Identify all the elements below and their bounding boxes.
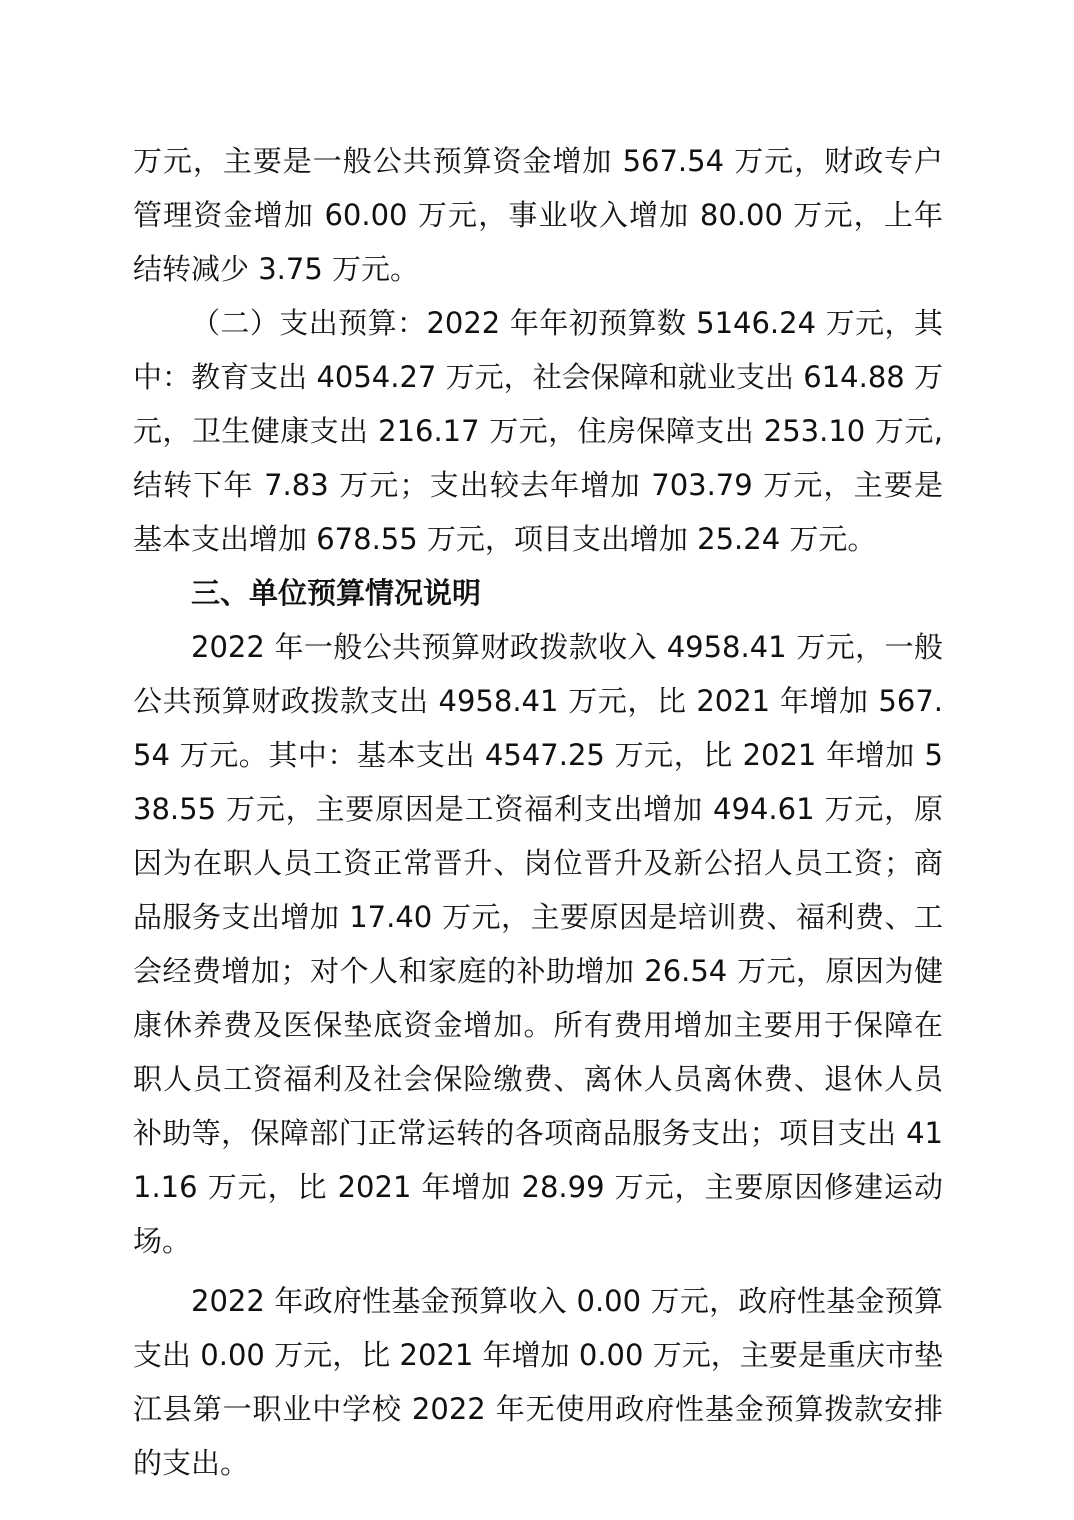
paragraph-general-public-budget: 2022 年一般公共预算财政拨款收入 4958.41 万元，一般公共预算财政拨款支出 4958.41 万元，比 2021 年增加 567.54 万元。其中：基本支出 4547.25 万元，比 2021 年增加 538.55 万元，主要原因是工资福利支出增加 494.61 万元，原因为在职人员工资正常晋升、岗位晋升及新公招人员工资；商品服务支出增加 17.40 万元，主要原因是培训费、福利费、工会经费增加；对个人和家庭的补助增加 26.54 万元，原因为健康休养费及医保垫底资金增加。所有费用增加主要用于保障在职人员工资福利及社会保险缴费、离休人员离休费、退休人员补助等，保障部门正常运转的各项商品服务支出；项目支出 411.16 万元，比 2021 年增加 28.99 万元，主要原因修建运动场。 bbox=[133, 630, 943, 1258]
paragraph-expenditure-budget: （二）支出预算：2022 年年初预算数 5146.24 万元，其中：教育支出 4054.27 万元，社会保障和就业支出 614.88 万元，卫生健康支出 216.17 万元，住房保障支出 253.10 万元,结转下年 7.83 万元；支出较去年增加 703.79 万元，主要是基本支出增加 678.55 万元，项目支出增加 25.24 万元。 bbox=[133, 306, 943, 556]
paragraph-revenue-continuation: 万元，主要是一般公共预算资金增加 567.54 万元，财政专户管理资金增加 60.00 万元，事业收入增加 80.00 万元，上年结转减少 3.75 万元。 bbox=[133, 144, 943, 286]
document-page bbox=[133, 134, 943, 1490]
paragraph-government-fund-budget: 2022 年政府性基金预算收入 0.00 万元，政府性基金预算支出 0.00 万元，比 2021 年增加 0.00 万元，主要是重庆市垫江县第一职业中学校 2022 年无使用政府性基金预算拨款安排的支出。 bbox=[133, 1284, 943, 1480]
section-heading-unit-budget: 三、单位预算情况说明 bbox=[191, 576, 482, 610]
